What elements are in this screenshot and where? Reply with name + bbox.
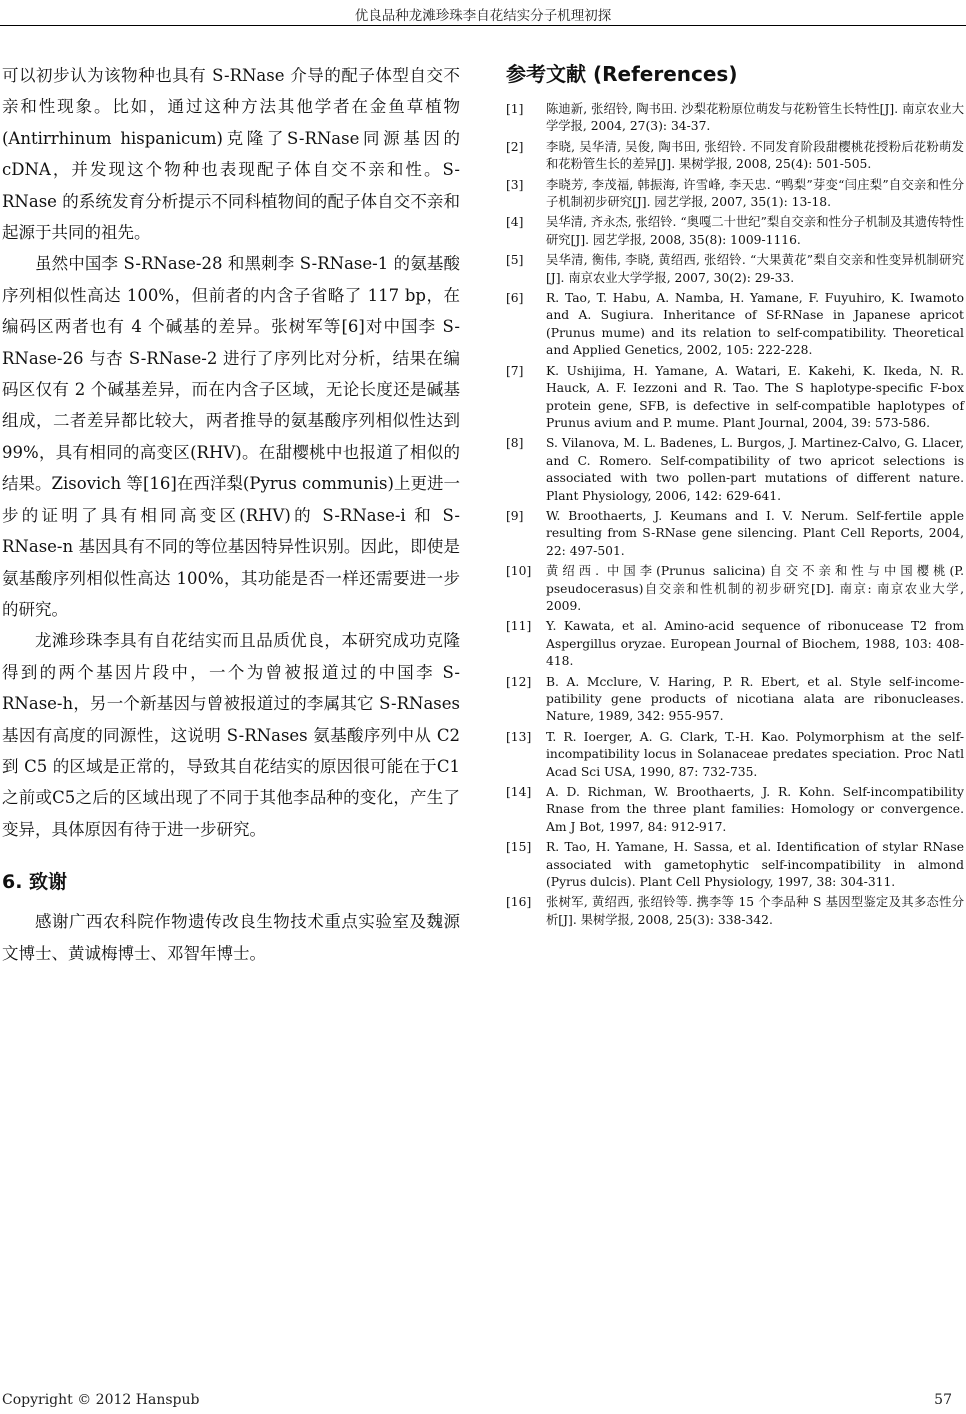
reference-number: [10] [506,564,532,579]
reference-number: [6] [506,291,524,306]
right-column [506,58,964,932]
reference-item [506,784,964,836]
reference-text: Y. Kawata, et al. Amino-acid sequence of ribonucease T2 from Aspergillus oryzae. European Journal of Biochem, 1988, 103: 408-418. [546,619,964,669]
reference-text: K. Ushijima, H. Yamane, A. Watari, E. Kakehi, K. Ikeda, N. R. Hauck, A. F. Iezzoni and R. Tao. The S haplotype-specific F-box protein gene, SFB, is defective in self-compatible haplotypes of Prunus avium and P. mume. Plant Journal, 2004, 39: 573-586. [546,363,964,430]
references-heading: 参考文献 (References) [506,62,738,86]
body-paragraph-2: 虽然中国李 S-RNase-28 和黑刺李 S-RNase-1 的氨基酸序列相似性高达 100%，但前者的内含子省略了 117 bp，在编码区两者也有 4 个碱基的差异。张树军等[6]对中国李 S-RNase-26 与杏 S-RNase-2 进行了序列比对分析，结果在编码区仅有 2 个碱基差异，而在内含子区域，无论长度还是碱基组成，二者差异都比较大，两者推导的氨基酸序列相似性达到 99%，具有相同的高变区(RHV)。在甜樱桃中也报道了相似的结果。Zisovich 等[16]在西洋梨(Pyrus communis)上更进一步的证明了具有相同高变区(RHV)的 S-RNase-i 和 S-RNase-n 基因具有不同的等位基因特异性识别。因此，即使是氨基酸序列相似性高达 100%，其功能是否一样还需要进一步的研究。 [2,254,460,619]
reference-text: R. Tao, T. Habu, A. Namba, H. Yamane, F. Fuyuhiro, K. Iwamoto and A. Sugiura. Inheritance of Sf-RNase in Japanese apricot (Prunus mume) and its relation to self-compatibility. Theoretical and Applied Genetics, 2002, 105: 222-228. [546,291,964,358]
reference-item [506,618,964,670]
reference-text: 李晓芳, 李茂福, 韩振海, 许雪峰, 李天忠. “鸭梨”芽变“闫庄梨”自交亲和性分子机制初步研究[J]. 园艺学报, 2007, 35(1): 13-18. [546,177,964,210]
reference-text: T. R. Ioerger, A. G. Clark, T.-H. Kao. Polymorphism at the self-incompatibility locus in Solanaceae predates speciation. Proc Natl Acad Sci USA, 1990, 87: 732-735. [546,729,964,779]
reference-item [506,214,964,249]
reference-text: 李晓, 吴华清, 吴俊, 陶书田, 张绍铃. 不同发育阶段甜樱桃花授粉后花粉萌发和花粉管生长的差异[J]. 果树学报, 2008, 25(4): 501-505. [546,139,964,172]
reference-number: [12] [506,674,532,689]
reference-item [506,177,964,212]
reference-text: 张树军, 黄绍西, 张绍铃等. 携李等 15 个李品种 S 基因型鉴定及其多态性分析[J]. 果树学报, 2008, 25(3): 338-342. [546,895,964,927]
left-column [2,60,460,969]
reference-text: 陈迪新, 张绍铃, 陶书田. 沙梨花粉原位萌发与花粉管生长特性[J]. 南京农业大学学报, 2004, 27(3): 34-37. [546,102,964,134]
header-rule [0,25,966,26]
running-header: 优良品种龙滩珍珠李自花结实分子机理初探 [354,8,612,24]
reference-list [506,101,964,929]
reference-item [506,839,964,891]
reference-item [506,894,964,929]
reference-item [506,139,964,174]
reference-item [506,101,964,136]
reference-item [506,363,964,433]
section-heading-acknowledgement: 6. 致谢 [2,871,68,894]
reference-item [506,729,964,781]
reference-number: [4] [506,215,524,230]
reference-number: [5] [506,253,524,268]
reference-number: [16] [506,895,532,910]
reference-number: [14] [506,785,532,800]
reference-text: W. Broothaerts, J. Keumans and I. V. Nerum. Self-fertile apple resulting from S-RNase gene silencing. Plant Cell Reports, 2004, 22: 497-501. [546,508,964,558]
reference-item [506,674,964,726]
reference-number: [13] [506,729,532,744]
copyright-notice: Copyright © 2012 Hanspub [2,1392,200,1408]
reference-text: S. Vilanova, M. L. Badenes, L. Burgos, J. Martinez-Calvo, G. Llacer, and C. Romero. Self-compatibility of two apricot selections is associated with two pollen-part mutations of different nature. Plant Physiology, 2006, 142: 629-641. [546,436,964,503]
reference-text: 吴华清, 齐永杰, 张绍铃. “奥嘎二十世纪”梨自交亲和性分子机制及其遗传特性研究[J]. 园艺学报, 2008, 35(8): 1009-1116. [546,215,964,247]
reference-number: [1] [506,102,524,116]
reference-number: [8] [506,436,524,451]
reference-number: [7] [506,363,524,378]
reference-number: [15] [506,840,532,855]
body-paragraph-3: 龙滩珍珠李具有自花结实而且品质优良，本研究成功克隆得到的两个基因片段中，一个为曾被报道过的中国李 S-RNase-h，另一个新基因与曾被报道过的李属其它 S-RNases 基因有高度的同源性，这说明 S-RNases 氨基酸序列中从 C2 到 C5 的区域是正常的，导致其自花结实的原因很可能在于C1之前或C5之后的区域出现了不同于其他李品种的变化，产生了变异，具体原因有待于进一步研究。 [2,631,460,839]
reference-number: [3] [506,177,524,192]
reference-item [506,435,964,505]
reference-text: 吴华清, 衡伟, 李晓, 黄绍西, 张绍铃. “大果黄花”梨自交亲和性变异机制研究[J]. 南京农业大学学报, 2007, 30(2): 29-33. [546,253,964,285]
reference-number: [2] [506,139,524,154]
reference-item [506,508,964,560]
reference-text: B. A. Mcclure, V. Haring, P. R. Ebert, et al. Style self-income-patibility gene products of nicotiana alata are ribonucleases. Nature, 1989, 342: 955-957. [546,674,964,724]
body-paragraph-1: 可以初步认为该物种也具有 S-RNase 介导的配子体型自交不亲和性现象。比如，通过这种方法其他学者在金鱼草植物(Antirrhinum hispanicum)克隆了S-RNase同源基因的 cDNA，并发现这个物种也表现配子体自交不亲和性。S-RNase 的系统发育分析提示不同科植物间的配子体自交不亲和起源于共同的祖先。 [2,66,460,243]
reference-text: R. Tao, H. Yamane, H. Sassa, et al. Identification of stylar RNase associated with gametophytic self-incompatibility in almond (Pyrus dulcis). Plant Cell Physiology, 1997, 38: 304-311. [546,840,964,890]
page-number: 57 [934,1392,952,1408]
reference-text: 黄绍西. 中国李(Prunus salicina)自交不亲和性与中国樱桃(P. pseudocerasus)自交亲和性机制的初步研究[D]. 南京: 南京农业大学, 2009. [546,564,964,613]
reference-text: A. D. Richman, W. Broothaerts, J. R. Kohn. Self-incompatibility Rnase from the three plant families: Homology or convergence. Am J Bot, 1997, 84: 912-917. [546,785,964,834]
reference-item [506,290,964,360]
reference-item [506,563,964,615]
reference-number: [11] [506,619,532,634]
acknowledgement-paragraph: 感谢广西农科院作物遗传改良生物技术重点实验室及魏源文博士、黄诚梅博士、邓智年博士。 [2,912,460,963]
reference-item [506,252,964,287]
reference-number: [9] [506,508,524,523]
